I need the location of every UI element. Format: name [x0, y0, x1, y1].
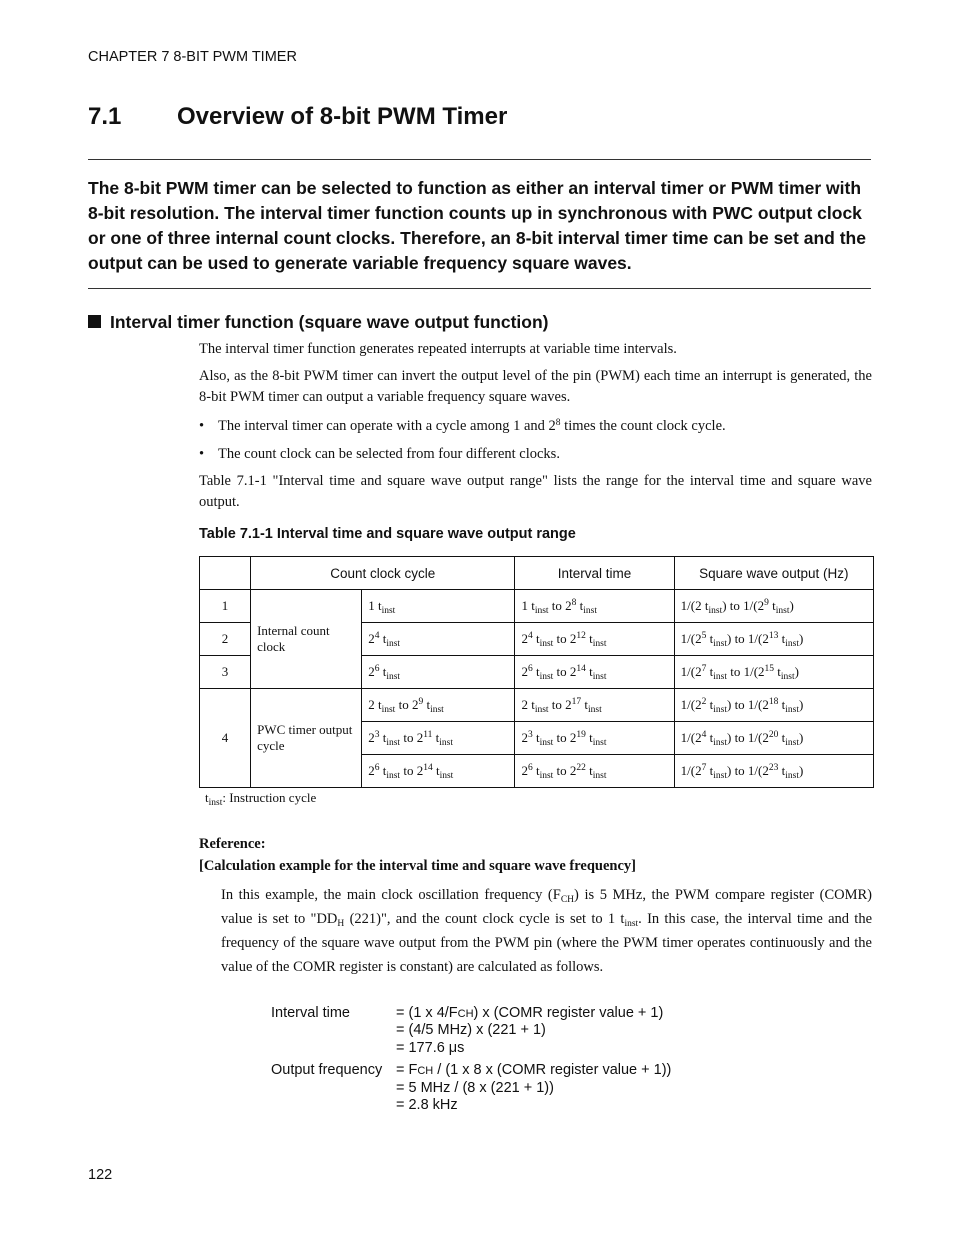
output-formula-line-1: = FCH / (1 x 8 x (COMR register value + 1)) — [396, 1062, 672, 1078]
cell-count-clock: 2 $t_{inst}$ to $2^9$ $t_{inst}$ — [362, 689, 515, 722]
cell-interval: $2^6$ $t_{inst}$ to $2^{22}$ $t_{inst}$ — [515, 755, 674, 788]
bullet-marker: • — [199, 446, 205, 462]
section-title: Overview of 8-bit PWM Timer — [177, 103, 508, 130]
cell-square-wave: 1/(2 $t_{inst}$) to $1/(2^9$ $t_{inst}$) — [674, 590, 873, 623]
table-header-row — [200, 557, 874, 590]
cell-square-wave: $1/(2^7$ $t_{inst}$ to $1/(2^{15}$ $t_{inst}$) — [674, 656, 873, 689]
chapter-header: CHAPTER 7 8-BIT PWM TIMER — [88, 49, 297, 65]
intro-summary: The 8-bit PWM timer can be selected to function as either an interval timer or PWM timer with 8-bit resolution. The interval timer function counts up in synchronous with PWC output clock or one of three internal count clocks. Therefore, an 8-bit interval timer time can be set and the output can be used to generate variable frequency square waves. — [88, 178, 866, 273]
table-footnote: $t_{inst}$: Instruction cycle — [205, 790, 317, 808]
output-formula-line-2: = 5 MHz / (8 x (221 + 1)) — [396, 1080, 554, 1096]
paragraph-1: The interval timer function generates repeated interrupts at variable time intervals. — [199, 341, 677, 357]
row-number: 2 — [200, 623, 251, 656]
bullet-item-1: • The interval timer can operate with a cycle among 1 and $2^8$ times the count clock cycle. — [199, 416, 872, 437]
table-header-square-wave: Square wave output (Hz) — [674, 557, 873, 590]
cell-square-wave: $1/(2^5$ $t_{inst}$) to $1/(2^{13}$ $t_{inst}$) — [674, 623, 873, 656]
output-frequency-label: Output frequency — [271, 1062, 383, 1078]
interval-formula-line-3: = 177.6 μs — [396, 1040, 465, 1056]
top-rule — [88, 159, 871, 160]
interval-formula-line-2: = (4/5 MHz) x (221 + 1) — [396, 1022, 546, 1038]
table-row — [200, 689, 874, 722]
cell-interval: $2^6$ $t_{inst}$ to $2^{14}$ $t_{inst}$ — [515, 656, 674, 689]
reference-title: [Calculation example for the interval time and square wave frequency] — [199, 858, 636, 874]
section-number: 7.1 — [88, 103, 122, 130]
cell-interval: $2^3$ $t_{inst}$ to $2^{19}$ $t_{inst}$ — [515, 722, 674, 755]
paragraph-3: Table 7.1-1 "Interval time and square wave output range" lists the range for the interval time and square wave output. — [199, 473, 872, 510]
calculation-example-text: In this example, the main clock oscillation frequency $(F_{CH})$ is 5 MHz, the PWM compare register (COMR) value is set to "$DD_H$ (221)", and the count clock cycle is set to 1 $t_{inst}$. In this case, the interval time and the frequency of the square wave output from the PWM pin (where the PWM timer operates continuously and the value of the COMR register is constant) are calculated as follows. — [221, 887, 873, 975]
cell-interval: 2 $t_{inst}$ to $2^{17}$ $t_{inst}$ — [515, 689, 674, 722]
output-formula-line-3: = 2.8 kHz — [396, 1097, 458, 1113]
square-bullet-icon — [88, 315, 101, 328]
interval-range-table — [199, 556, 874, 788]
subsection-heading — [88, 312, 549, 333]
row-number: 4 — [200, 689, 251, 788]
table-header-count-clock: Count clock cycle — [251, 557, 515, 590]
cell-square-wave: $1/(2^2$ $t_{inst}$) to $1/(2^{18}$ $t_{inst}$) — [674, 689, 873, 722]
interval-formula-line-1: = (1 x 4/FCH) x (COMR register value + 1) — [396, 1005, 664, 1021]
interval-time-label: Interval time — [271, 1005, 350, 1021]
cell-interval: 1 $t_{inst}$ to $2^8$ $t_{inst}$ — [515, 590, 674, 623]
subsection-title: Interval timer function (square wave output function) — [110, 312, 549, 332]
paragraph-2: Also, as the 8-bit PWM timer can invert the output level of the pin (PWM) each time an interrupt is generated, the 8-bit PWM timer can output a variable frequency square waves. — [199, 368, 872, 405]
table-caption: Table 7.1-1 Interval time and square wave output range — [199, 526, 576, 542]
bottom-rule — [88, 288, 871, 289]
cell-interval: $2^4$ $t_{inst}$ to $2^{12}$ $t_{inst}$ — [515, 623, 674, 656]
cell-count-clock: $2^4$ $t_{inst}$ — [362, 623, 515, 656]
cell-count-clock: $2^6$ $t_{inst}$ — [362, 656, 515, 689]
cell-square-wave: $1/(2^7$ $t_{inst}$) to $1/(2^{23}$ $t_{inst}$) — [674, 755, 873, 788]
row-number: 1 — [200, 590, 251, 623]
cell-square-wave: $1/(2^4$ $t_{inst}$) to $1/(2^{20}$ $t_{inst}$) — [674, 722, 873, 755]
cell-count-clock: 1 $t_{inst}$ — [362, 590, 515, 623]
page-number: 122 — [88, 1167, 113, 1183]
cell-count-clock: $2^3$ $t_{inst}$ to $2^{11}$ $t_{inst}$ — [362, 722, 515, 755]
cell-count-clock: $2^6$ $t_{inst}$ to $2^{14}$ $t_{inst}$ — [362, 755, 515, 788]
reference-label: Reference: — [199, 836, 266, 852]
bullet-item-2: • The count clock can be selected from four different clocks. — [199, 444, 872, 465]
group-label-pwc: PWC timer output cycle — [251, 689, 362, 788]
row-number: 3 — [200, 656, 251, 689]
table-header-interval: Interval time — [515, 557, 674, 590]
table-header-blank — [200, 557, 251, 590]
table-row — [200, 590, 874, 623]
bullet-marker: • — [199, 418, 205, 434]
group-label-internal: Internal count clock — [251, 590, 362, 689]
